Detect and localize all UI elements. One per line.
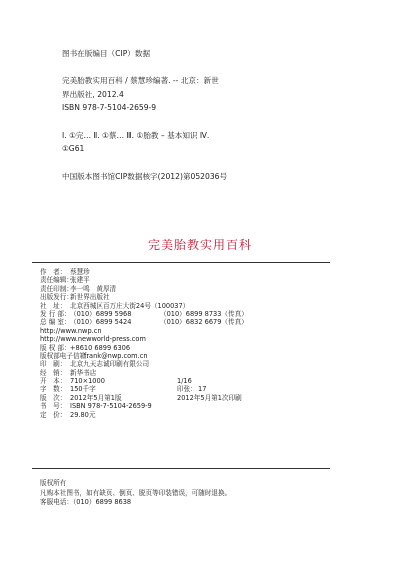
cip-line-2: 界出版社, 2012.4 [62,90,124,99]
website-url-1: http://www.nwp.cn [40,326,102,335]
cip-isbn: ISBN 978-7-5104-2659-9 [62,103,157,112]
format-value: 710×1000 [70,377,105,386]
sales-value: 新华书店 [70,368,97,377]
isbn-row [40,402,189,410]
editor-label: 责任编辑： [40,276,73,285]
divider-bottom [32,468,330,469]
sheets-value: 17 [198,385,207,394]
email-value: frank@nwp.com.cn [84,351,148,360]
editor-value: 张建平 [70,276,90,285]
footer-notice [40,479,231,508]
edition-label: 版 次： [40,393,67,402]
printer-value: 李一鸣 黄厚清 [70,284,117,293]
cip-line-1: 完美胎教实用百科 / 蔡慧珍编著. -- 北京：新世 [62,76,219,85]
editorial-office-label: 总 编 室： [40,318,71,327]
distribution-label: 发 行 部： [40,309,71,318]
author-value: 蔡慧珍 [70,268,90,276]
editorial-office-phone: （010）6899 5424 [70,318,132,327]
edition-row [40,393,242,402]
divider-top [32,262,330,263]
printing-row [40,360,189,368]
distribution-fax: （010）6899 8733（传真） [160,309,248,318]
printing-label: 印 刷： [40,360,67,369]
price-value: 29.80元 [70,410,96,419]
publisher-value: 新世界出版社 [70,293,110,302]
sales-label: 经 销： [40,368,67,377]
editorial-office-row [40,318,248,327]
rights-dept-phone: +8610 6899 6306 [70,343,131,352]
address-value: 北京西城区百万庄大街24号（100037） [70,301,190,310]
sales-row [40,369,189,377]
sheets-label: 印张： [177,385,197,394]
printing-value: 北京九天志诚印刷有限公司 [70,360,150,369]
format-label: 开 本： [40,377,67,386]
rights-dept-row [40,344,189,352]
service-phone: 客服电话：（010）6899 8638 [40,498,132,506]
address-label: 社 址： [40,301,67,310]
publisher-label: 出版发行： [40,293,73,302]
book-title: 完美胎教实用百科 [147,238,252,252]
cip-subjects-1: Ⅰ. ①完… Ⅱ. ①蔡… Ⅲ. ①胎教 – 基本知识 Ⅳ. [62,131,210,140]
words-label: 字 数： [40,385,67,394]
isbn-value: ISBN 978-7-5104-2659-9 [70,402,152,411]
author-label: 作 者： [40,268,67,276]
cip-record-number: 中国版本图书馆CIP数据核字(2012)第052036号 [62,172,228,181]
rights-dept-label: 版 权 部： [40,343,71,352]
return-policy: 凡购本社图书，如有缺页、倒页、脱页等印装错误，可随时退换。 [40,488,232,497]
price-label: 定 价： [40,410,67,419]
isbn-label: 书 号： [40,402,67,411]
publisher-row [40,293,189,301]
price-row [40,411,189,419]
address-row [40,302,189,310]
email-label: 版权部电子信箱： [40,351,93,360]
editorial-office-fax: （010）6832 6679（传真） [160,318,248,327]
printer-label: 责任印制： [40,284,73,293]
publication-info [40,268,248,419]
url-row-2 [40,335,189,343]
cip-subjects-2: ①G61 [62,144,85,153]
url-row-1 [40,327,189,335]
words-value: 150千字 [70,385,96,394]
editor-row [40,276,189,284]
website-url-2: http://www.newworld-press.com [40,335,146,344]
printer-row [40,285,189,293]
edition-value: 2012年5月第1版 [70,393,122,402]
impression-value: 2012年5月第1次印刷 [177,393,242,402]
words-row [40,385,207,394]
format-fold: 1/16 [177,377,192,386]
cip-heading: 图书在版编目（CIP）数据 [62,49,151,58]
rights-reserved: 版权所有 [40,479,67,487]
distribution-phone: （010）6899 5968 [70,309,132,318]
